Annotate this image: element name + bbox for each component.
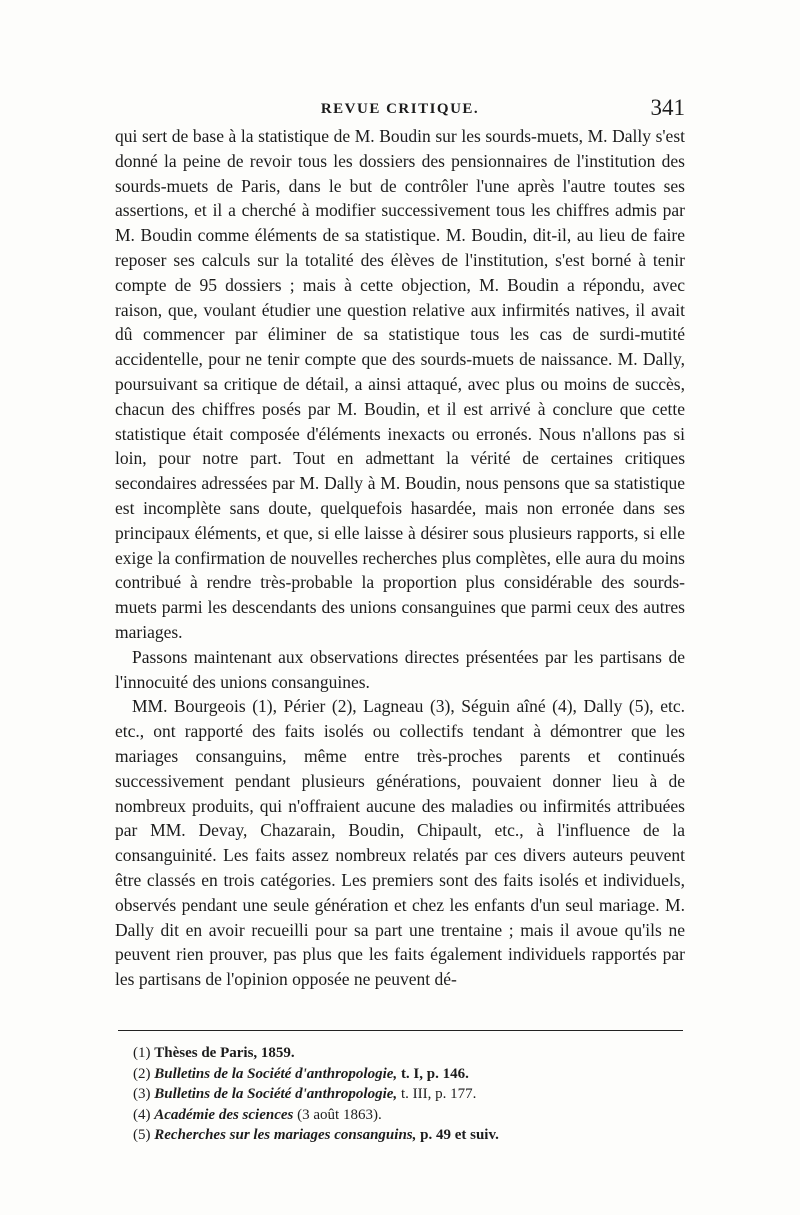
footnote-4	[133, 1105, 683, 1126]
footnote-3	[133, 1084, 683, 1105]
footnote-title: Bulletins de la Société d'anthropologie,	[154, 1065, 398, 1082]
footnote-5	[133, 1125, 683, 1146]
footnote-detail: p. 49 et suiv.	[420, 1127, 499, 1143]
footnote-title: Thèses de Paris, 1859.	[154, 1045, 295, 1061]
footnote-marker: (2)	[133, 1065, 151, 1082]
body-text	[115, 124, 685, 992]
paragraph-observations: MM. Bourgeois (1), Périer (2), Lagneau (3), Séguin aîné (4), Dally (5), etc. etc., ont rapporté des faits isolés ou collectifs tendant à démontrer que les mariages consanguins, même entre très-proches parents et continués successivement pendant plusieurs générations, pouvaient donner lieu à de nombreux produits, qui n'offraient aucune des maladies ou infirmités attribuées par MM. Devay, Chazarain, Boudin, Chipault, etc., à l'influence de la consanguinité. Les faits assez nombreux relatés par ces divers auteurs peuvent être classés en trois catégories. Les premiers sont des faits isolés et individuels, observés pendant une seule génération et chez les enfants d'un seul mariage. M. Dally dit en avoir recueilli pour sa part une trentaine ; mais il avoue qu'ils ne peuvent rien prouver, pas plus que les faits également individuels rapportés par les partisans de l'opinion opposée ne peuvent dé-	[115, 696, 685, 990]
footnote-marker: (4)	[133, 1106, 151, 1123]
footnote-marker: (3)	[133, 1086, 151, 1102]
footnote-detail: t. III, p. 177.	[400, 1086, 477, 1102]
running-title: REVUE CRITIQUE.	[320, 101, 480, 117]
footnote-rule	[118, 1030, 683, 1031]
footnote-detail: (3 août 1863).	[297, 1106, 382, 1123]
footnote-title: Académie des sciences	[154, 1106, 294, 1123]
footnote-2	[133, 1064, 683, 1085]
running-head	[115, 95, 685, 125]
footnote-detail: t. I, p. 146.	[400, 1065, 469, 1082]
footnote-title: Recherches sur les mariages consanguins,	[154, 1127, 417, 1143]
footnote-title: Bulletins de la Société d'anthropologie,	[154, 1086, 398, 1102]
footnote-marker: (1)	[133, 1045, 151, 1061]
footnotes	[133, 1043, 683, 1146]
paragraph-transition: Passons maintenant aux observations directes présentées par les partisans de l'innocuité des unions consanguines.	[115, 646, 685, 692]
footnote-1	[133, 1043, 683, 1064]
page-number: 341	[650, 95, 685, 120]
paragraph-continued: qui sert de base à la statistique de M. Boudin sur les sourds-muets, M. Dally s'est donné la peine de revoir tous les dossiers des pensionnaires de l'institution des sourds-muets de Paris, dans le but de contrôler l'une après l'autre toutes ses assertions, et il a cherché à modifier successivement tous les chiffres admis par M. Boudin comme éléments de sa statistique. M. Boudin, dit-il, au lieu de faire reposer ses calculs sur la totalité des élèves de l'institution, s'est borné à tenir compte de 95 dossiers ; mais à cette objection, M. Boudin a répondu, avec raison, que, voulant étudier une question relative aux infirmités natives, il avait dû commencer par éliminer de sa statistique tous les cas de surdi-mutité accidentelle, pour ne tenir compte que des sourds-muets de naissance. M. Dally, poursuivant sa critique de détail, a ainsi attaqué, avec plus ou moins de succès, chacun des chiffres posés par M. Boudin, et il est arrivé à conclure que cette statistique était composée d'éléments inexacts ou erronés. Nous n'allons pas si loin, pour notre part. Tout en admettant la vérité de certaines critiques secondaires adressées par M. Dally à M. Boudin, nous pensons que sa statistique est incomplète sans doute, quelquefois hasardée, mais non erronée dans ses principaux éléments, et que, si elle laisse à désirer sous plusieurs rapports, si elle exige la confirmation de nouvelles recherches plus complètes, elle aura du moins contribué à rendre très-probable la proportion plus considérable des sourds-muets parmi les descendants des unions consanguines que parmi ceux des autres mariages.	[115, 126, 685, 642]
footnote-marker: (5)	[133, 1127, 151, 1143]
